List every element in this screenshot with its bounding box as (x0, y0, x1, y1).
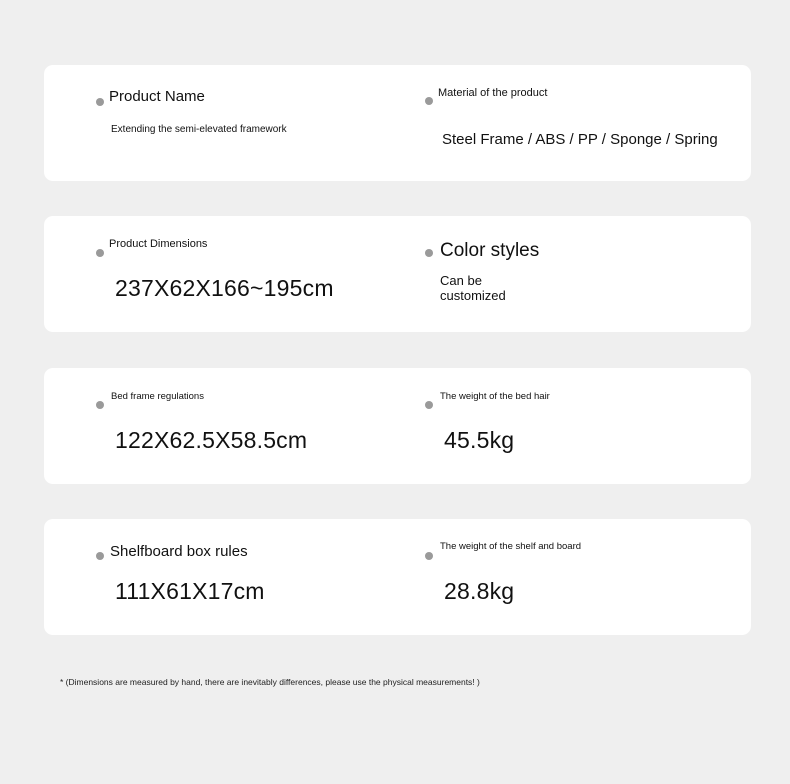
shelf-weight-label: The weight of the shelf and board (440, 541, 582, 552)
spec-card-shelfboard (44, 519, 751, 635)
spec-card-dimensions (44, 216, 751, 332)
bed-weight-value: 45.5kg (444, 427, 515, 453)
bullet-dot-icon (425, 552, 433, 560)
color-styles-value: Can be customized (440, 273, 506, 303)
bullet-dot-icon (96, 401, 104, 409)
spec-card-product-name (44, 65, 751, 181)
spec-card-bed-frame (44, 368, 751, 484)
material-value: Steel Frame / ABS / PP / Sponge / Spring (442, 131, 718, 148)
bullet-dot-icon (96, 249, 104, 257)
bed-weight-label: The weight of the bed hair (440, 391, 550, 402)
bullet-dot-icon (96, 552, 104, 560)
bullet-dot-icon (96, 98, 104, 106)
material-label: Material of the product (438, 87, 548, 99)
bullet-dot-icon (425, 401, 433, 409)
bed-frame-label: Bed frame regulations (111, 391, 204, 402)
shelfboard-value: 111X61X17cm (115, 578, 265, 604)
shelf-weight-value: 28.8kg (444, 578, 515, 604)
bullet-dot-icon (425, 249, 433, 257)
bullet-dot-icon (425, 97, 433, 105)
product-name-value: Extending the semi-elevated framework (111, 124, 287, 135)
bed-frame-value: 122X62.5X58.5cm (115, 427, 308, 453)
product-dimensions-value: 237X62X166~195cm (115, 275, 334, 301)
footnote: * (Dimensions are measured by hand, there are inevitably differences, please use the physical measurements! ) (60, 677, 480, 687)
product-dimensions-label: Product Dimensions (109, 238, 208, 250)
shelfboard-label: Shelfboard box rules (110, 543, 248, 560)
color-styles-label: Color styles (440, 240, 540, 261)
product-name-label: Product Name (109, 88, 205, 105)
